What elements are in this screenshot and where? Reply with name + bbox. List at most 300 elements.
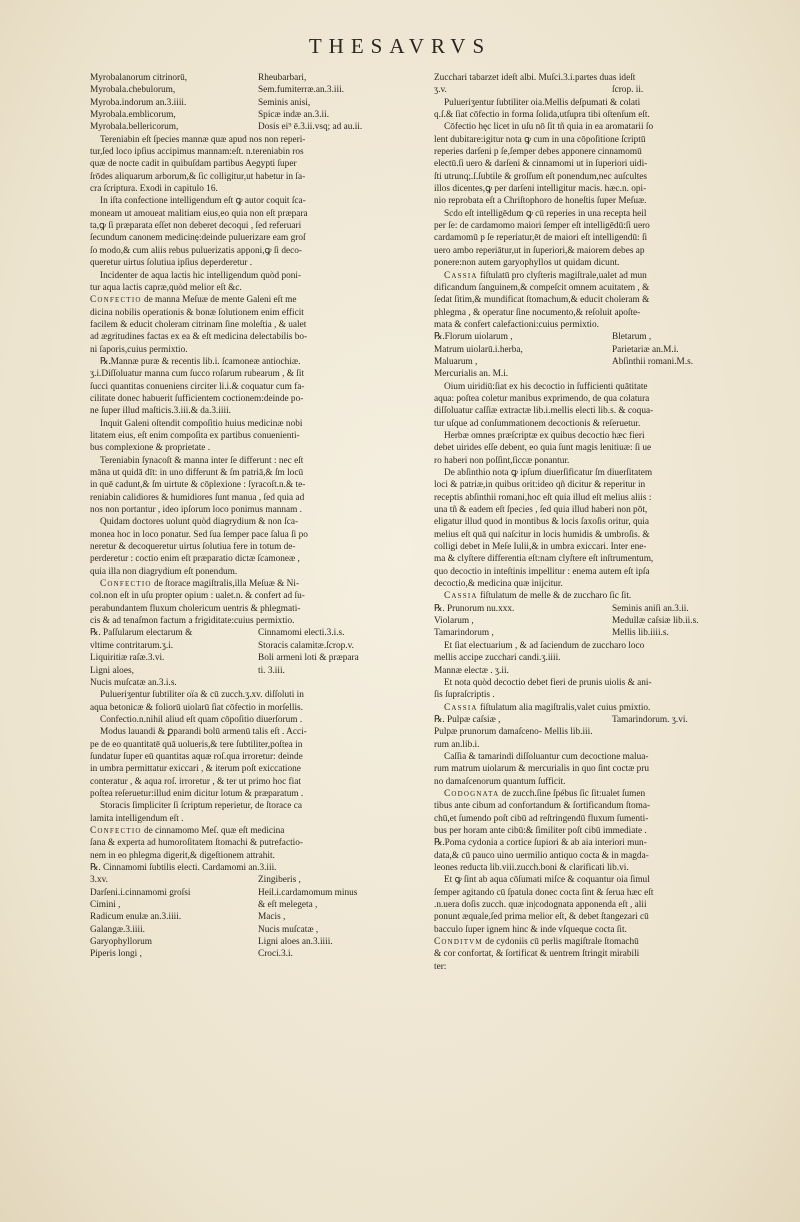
text-line [434,146,790,158]
text-span: perderetur : coctio enim eſt præparatio dictæ ſcamoneæ , [90,554,300,565]
ingredient-left: Cimini , [90,900,121,911]
text-span: ponunt æquale,ſed prima melior eſt, & debet ſtangezari cū [434,912,649,923]
text-line [434,850,790,862]
text-span: ad ægritudines factas ex ea & eſt medicina delectabilis bo- [90,332,308,343]
text-line [90,813,426,825]
text-line [90,566,426,578]
text-span: monea hoc in loco ponatur. Sed ſua ſemper pace ſalua ſi po [90,529,308,540]
text-span: una tñ & eadem eſt ſpecies , ſed quia illud haberi non pōt, [434,505,648,516]
text-span: facilem & educit choleram citrinam ſine moleſtia , & ualet [90,319,307,330]
text-span: dificandum ſanguinem,& compeſcit omnem acuitatem , & [434,282,650,293]
text-span: phlegma , & operatur ſine nocumento,& reſoluit apoſte- [434,307,641,318]
section-heading-word: Cassia [444,591,478,602]
text-span: ʒ.i.Diſſoluatur manna cum ſucco roſarum rubearum , & ſit [90,369,305,380]
text-line [434,825,790,837]
text-span: Cōfectio hęc licet in uſu nō ſit tñ quia in ea aromatarii ſo [444,122,654,133]
text-line [434,195,790,207]
text-line [434,455,790,467]
ingredient-right: Spicæ indæ an.3.ii. [258,110,330,121]
text-line [434,887,790,899]
recipe-ingredient-row [434,84,790,96]
ingredient-right: Zingiberis , [258,875,301,886]
text-line [434,948,790,960]
section-heading-word: Codognata [444,788,500,799]
text-line [434,467,790,479]
text-span: in umbra permittatur exiccari , & iterum poſt exiccatione [90,764,301,775]
recipe-ingredient-row [90,911,426,923]
text-span: data,& cū pauco uino uermilio antiquo cocta & in magda- [434,850,649,861]
text-span: queretur uirtus ſolutiua ipſius deperderetur . [90,258,253,269]
text-span: cilitate donec habuerit ſufficientem coctionem:deinde po- [90,393,304,404]
text-line [434,763,790,775]
ingredient-right: Seminis anisi, [258,97,311,108]
text-line [434,282,790,294]
text-span: Pulpæ prunorum damaſceno- Mellis lib.iii. [434,727,593,738]
text-line [90,405,426,417]
text-line [90,442,426,454]
text-span: ro haberi non poſſint,ſiccæ ponantur. [434,455,570,466]
text-line [90,603,426,615]
text-span: ſana & experta ad humoroſitatem ſtomachi & putrefactio- [90,838,303,849]
text-span: quo decoctio in inteſtinis impellitur : enema autem eſt ipſa [434,566,650,577]
recipe-ingredient-row [434,615,790,627]
section-heading-word: Confectio [90,825,142,836]
text-span: litatem eius, eſt enim compoſita ex partibus conuenienti- [90,430,300,441]
text-span: ter: [434,961,447,972]
text-line [434,504,790,516]
recipe-ingredient-row [434,627,790,639]
text-span: debet uirides eſſe debent, eo quia ſunt magis lenitiuæ: ſi ue [434,443,652,454]
text-span: ſo modo,& cum aliis rebus puluerizatis apponi,ꝙ ſi deco- [90,245,302,256]
text-span: Caſſia & tamarindi diſſoluantur cum decoctione malua- [444,751,649,762]
recipe-ingredient-row [90,652,426,664]
text-span: Et nota quòd decoctio debet fieri de prunis uiolis & ani- [444,677,652,688]
text-span: ſis ſupraſcriptis . [434,690,495,701]
text-line [434,257,790,269]
section-heading-word: Conditvm [434,937,483,948]
text-span: ſemper agitando cū ſpatula donec cocta ſint & ſerua hæc eſt [434,887,654,898]
text-line [434,837,790,849]
text-line [434,702,790,714]
recipe-ingredient-row [90,109,426,121]
ingredient-right: Cinnamomi electi.3.i.s. [258,628,345,639]
text-line [434,578,790,590]
text-line [90,418,426,430]
ingredient-right: Boli armeni loti & præpara [258,653,359,664]
ingredient-left: Violarum , [434,616,474,627]
text-span: quæ de nocte cadit in quibuſdam partibus Aegypti ſuper [90,159,297,170]
recipe-ingredient-row [434,356,790,368]
text-line [90,146,426,158]
text-span: bacculo ſuper ignem hinc & inde vſqueque cocta ſit. [434,924,627,935]
section-heading-word: Confectio [90,295,142,306]
text-span: dicina nobilis operationis & bonæ ſolutionem enim efficit [90,307,304,318]
text-span: lent dubitare:igitur nota ꝙ cum in una cōpoſitione ſcriptū [434,134,646,145]
ingredient-right: Medullæ caſsiæ lib.ii.s. [612,616,699,627]
ingredient-left: Maluarum , [434,356,478,367]
text-span: Confectio.n.nihil aliud eſt quam cōpoſitio diuerſorum . [100,714,303,725]
ingredient-left: Myrobala.chebulorum, [90,85,176,96]
text-span: Scdo eſt intelligēdum ꝙ cū reperies in una recepta heil [444,208,647,219]
ingredient-right: Rheubarbari, [258,73,307,83]
text-span: Mannæ electæ . ʒ.ii. [434,665,509,676]
text-line [434,553,790,565]
text-span: rum an.lib.i. [434,739,480,750]
text-line [90,344,426,356]
text-span: nos non portantur , ideo ipſorum loco ponimus mannam . [90,505,302,516]
text-span: Oium uiridiū:ſiat ex his decoctio in ſufficienti quātitate [444,381,648,392]
section-heading-word: Cassia [444,270,478,281]
ingredient-left: Garyophyllorum [90,937,152,948]
text-line [90,257,426,269]
text-line [90,171,426,183]
right-column [434,72,790,973]
text-span: quia illa non diagrydium eſt ponendum. [90,566,238,577]
text-span: chū,et ſumendo poſt cibū ad reſtringendū fluxum ſumenti- [434,813,649,824]
text-span: De abſinthio nota ꝙ ipſum diuerſificatur ſm diuerſitatem [444,468,653,478]
text-span: ſucci quantitas conueniens circiter li.i.& coquatur cum fa- [90,381,305,392]
text-line [434,590,790,602]
text-line [434,751,790,763]
text-span: Pulueriʒentur ſubtiliter oïa & cū zucch.ʒ.xv. diſſoluti in [100,690,304,701]
text-span: per ſe: de cardamomo maiori ſemper eſt intelligēdū:ſi uero [434,221,650,232]
text-line [434,936,790,948]
text-line [90,837,426,849]
text-line [90,331,426,343]
text-span: pe de eo quantitatē quā uolueris,& tere ſubtiliter,poſtea in [90,739,303,750]
text-span: ſecundum canonem medicinę:deinde puluerizare eam groſ [90,233,306,244]
text-line [90,504,426,516]
recipe-ingredient-row [434,714,790,726]
text-line [434,924,790,936]
text-span: Nucis muſcatæ an.3.i.s. [90,677,177,688]
text-line [434,442,790,454]
text-span: col.non eſt in uſu propter opium : ualet.n. & confert ad ſu- [90,591,305,602]
text-line [434,232,790,244]
ingredient-left: Radicum enulæ an.3.iiii. [90,912,182,923]
text-line [434,813,790,825]
text-span: nem in eo phlegma digerit,& digeſtionem attrahit. [90,850,275,861]
text-span: mata & confert calefactioni:cuius permixtio. [434,319,599,330]
ingredient-left: Matrum uiolarū.i.herba, [434,344,523,355]
text-line [434,208,790,220]
text-span: ℞.Mannæ puræ & recentis lib.i. ſcamoneæ antiochiæ. [100,356,301,367]
text-line [434,171,790,183]
text-line [90,714,426,726]
text-line [434,911,790,923]
text-line [434,516,790,528]
text-span: electū.ſi uero & darſeni & cinnamomi ut in ſuperiori uidi- [434,159,648,170]
ingredient-right: Storacis calamitæ.ſcrop.v. [258,640,354,651]
text-line [90,529,426,541]
text-line [434,492,790,504]
text-line [90,751,426,763]
text-span: tibus ante cibum ad confortandum & ſortificandum ſtoma- [434,801,651,812]
text-span: moneam ut amoueat malitiam eius,eo quia non eſt præpara [90,208,308,219]
text-line [434,220,790,232]
ingredient-right: Nucis muſcatæ , [258,924,319,935]
text-line [90,319,426,331]
text-line [434,368,790,380]
text-span: aqua: poſtea coletur manibus exprimendo, de qua colatura [434,393,650,404]
text-line [90,726,426,738]
text-line [90,467,426,479]
text-span: & cor confortat, & ſortificat & uentrem ſtringit mirabili [434,949,640,960]
text-line [434,134,790,146]
recipe-ingredient-row [90,84,426,96]
text-line [434,874,790,886]
text-line [434,121,790,133]
recipe-ingredient-row [90,665,426,677]
text-line [434,307,790,319]
text-span: tur,ſed loco ipſius accipimus mannam:eſt. n.tereniabin ros [90,147,304,158]
text-span: mellis accipe zucchari candi.ʒ.iiii. [434,653,561,664]
text-line [90,776,426,788]
text-line [90,763,426,775]
text-span: .n.uera doſis zucch. quæ in|codognata apponenda eſt , alii [434,900,647,911]
text-span: loci & patriæ,in quibus orit:ideo qñ dicitur & reperitur in [434,480,646,491]
text-line [90,282,426,294]
section-heading-word: Cassia [444,702,478,713]
text-span: de manna Meſuæ de mente Galeni eſt me [141,295,297,306]
ingredient-right: Macis , [258,912,286,923]
text-line [434,677,790,689]
ingredient-left: Liquiritiæ raſæ.3.vi. [90,653,165,664]
text-line [90,195,426,207]
text-line [434,393,790,405]
ingredient-right: & eſt melegeta , [258,900,318,911]
text-line [434,294,790,306]
text-line [90,590,426,602]
text-span: receptis abſinthii romani,hoc eſt quia illud eſt melius aliis : [434,492,652,503]
text-line [90,702,426,714]
text-span: Storacis ſimpliciter ſi ſcriptum reperietur, de ſtorace ca [100,801,303,812]
ingredient-right: Dosis ei⁹ ē.3.ii.vsq; ad au.ii. [258,122,363,133]
text-line [434,788,790,800]
text-line [434,72,790,84]
text-span: poſtea reſeruetur:illud enim dicitur lotum & præparatum . [90,788,304,799]
recipe-ingredient-row [90,887,426,899]
text-line [434,381,790,393]
text-line [434,158,790,170]
text-span: lamita intelligendum eſt . [90,813,184,824]
recipe-ingredient-row [90,874,426,886]
ingredient-left: Darſeni.i.cinnamomi groſsi [90,887,191,898]
ingredient-right: Parietariæ an.M.i. [612,344,679,355]
text-span: ſedat ſitim,& mundificat ſtomachum,& educit choleram & [434,295,650,306]
text-span: cis & ad tenaſmon factum a frigiditate:cuius permixtio. [90,616,295,627]
text-line [434,665,790,677]
text-span: Tereniabin ſynacoſt & manna inter ſe differunt : nec eſt [100,455,304,466]
text-span: in quē cadunt,& ſm uirtute & cōplexione : ſyracoſt.n.& te- [90,480,306,491]
text-line [434,640,790,652]
text-span: illos dicentes,ꝙ per darſeni intelligitur macis. hæc.n. opi- [434,184,647,195]
ingredient-left: ʒ.v. [434,85,447,96]
text-line [90,356,426,368]
ingredient-right: Ligni aloes an.3.iiii. [258,937,333,948]
text-line [90,183,426,195]
ingredient-right: ſcrop. ii. [612,85,644,96]
text-span: fiſtulatum de melle & de zuccharo ſic ſit. [477,591,632,602]
ingredient-left: ℞. Paſſularum electarum & [90,628,193,639]
text-span: māna ut quidā dīt: in uno differunt & ſm patriā,& ſm locū [90,468,304,478]
text-line [434,479,790,491]
text-span: bus complexione & proprietate . [90,443,211,454]
text-line [90,516,426,528]
text-line [434,418,790,430]
recipe-ingredient-row [434,331,790,343]
text-span: perabundantem fluxum cholericum uentris & phlegmati- [90,603,301,614]
text-line [90,689,426,701]
text-span: Zucchari tabarzet ideſt albi. Muſci.3.i.partes duas ideſt [434,73,636,83]
recipe-ingredient-row [90,97,426,109]
text-span: de cydoniis cū perlis magiſtrale ſtomachū [482,937,639,948]
text-line [90,245,426,257]
ingredient-right: Abſinthii romani.M.s. [612,356,694,367]
text-line [434,109,790,121]
text-span: q.ſ.& ſiat cōfectio in forma ſolida,utſupra tibi oſtenſum eſt. [434,110,650,121]
text-span: Et ſiat electuarium , & ad ſaciendum de zuccharo loco [444,640,645,651]
text-span: bus per horam ante cibū:& ſimiliter poſt cibū immediate . [434,825,647,836]
text-line [90,862,426,874]
text-span: conteratur , & aqua roſ. irroretur , & ter ut primo hoc fiat [90,776,301,787]
section-heading-word: Confectio [100,579,152,590]
text-line [434,689,790,701]
text-span: rum matrum uiolarum & mercurialis in quo ſint coctæ pru [434,764,650,775]
text-span: In iſta confectione intelligendum eſt ꝙ autor coquit ſca- [100,196,306,207]
text-line [90,368,426,380]
text-span: ℞.Poma cydonia a cortice ſupiori & ab aia interiori mun- [434,838,647,849]
text-span: ni ſaporis,cuius permixtio. [90,344,188,355]
recipe-ingredient-row [434,344,790,356]
recipe-ingredient-row [90,948,426,960]
text-line [434,899,790,911]
text-span: Modus lauandi & ꝑparandi bolū armenū talis eſt . Acci- [100,727,307,738]
text-span: leones reducta lib.viii.zucch.boni & clarificati lib.vi. [434,863,629,873]
text-span: no damaſcenorum quantum ſufficit. [434,776,566,787]
text-span: ℞. Cinnamomi ſubtilis electi. Cardamomi an.3.iii. [90,863,277,873]
text-line [90,578,426,590]
text-line [434,566,790,578]
ingredient-left: Myrobala.bellericorum, [90,122,179,133]
text-line [90,850,426,862]
text-span: melius eſt quā qui naſcitur in locis humidis & umbroſis. & [434,529,650,540]
text-span: cardamomū p ſe reperiatur,ēt de maiori eſt intelligendū: ſi [434,233,648,244]
text-line [90,430,426,442]
text-line [90,220,426,232]
running-header: THESAVRVS [308,34,492,58]
text-span: colligi debet in Meſe Iulii,& in umbra exiccari. Inter ene- [434,542,647,553]
ingredient-right: Heil.i.cardamomum minus [258,887,358,898]
text-line [90,158,426,170]
ingredient-left: ℞. Prunorum nu.xxx. [434,603,515,614]
text-line [434,405,790,417]
text-line [90,232,426,244]
text-span: ta,ꝙ ſi præparata eſſet non deberet decoqui , ſed referuari [90,221,302,232]
text-span: tur uſque ad conſummationem decoctionis & reſeruetur. [434,418,641,429]
recipe-ingredient-row [90,121,426,133]
text-line [434,270,790,282]
text-line [90,479,426,491]
ingredient-right: Mellis lib.iiii.s. [612,628,669,639]
text-span: ſti utrunq;.ſ.ſubtile & groſſum eſt ponendum,nec auſcultes [434,171,648,182]
ingredient-left: Myrobalanorum citrinorū, [90,73,188,83]
text-line [90,294,426,306]
text-line [90,455,426,467]
text-line [434,652,790,664]
text-span: fiſtulatū pro clyſteris magiſtrale,ualet ad mun [477,270,647,281]
text-line [90,800,426,812]
text-line [434,800,790,812]
text-line [90,270,426,282]
text-span: ſundatur ſuper eū quantitas aquæ roſ.qua irroretur: deinde [90,751,303,762]
text-line [434,541,790,553]
text-line [90,739,426,751]
recipe-ingredient-row [90,936,426,948]
ingredient-left: Piperis longi , [90,949,142,960]
text-line [90,677,426,689]
text-span: de cinnamomo Meſ. quæ eſt medicina [141,825,285,836]
text-line [434,739,790,751]
text-line [434,862,790,874]
text-span: nio reprobata eſt a Chriſtophoro de honeſtis ſuper Meſuæ. [434,196,647,207]
ingredient-right: Sem.fumiterræ.an.3.iii. [258,85,344,96]
recipe-ingredient-row [90,72,426,84]
text-line [90,393,426,405]
text-span: ponere:non autem garyophyllos ut quidam dicunt. [434,258,620,269]
text-span: Tereniabin eſt ſpecies mannæ quæ apud nos non reperi- [100,134,306,145]
recipe-ingredient-row [90,627,426,639]
text-span: Mercurialis an. M.i. [434,369,509,380]
text-span: ſrōdes aliquarum arborum,& ſic colligitur,ut habetur in ſa- [90,171,306,182]
text-line [434,430,790,442]
ingredient-left: ℞. Pulpæ caſsiæ , [434,714,501,725]
text-line [90,553,426,565]
ingredient-right: Tamarindorum. ʒ.vi. [612,714,688,725]
text-line [434,97,790,109]
ingredient-left: Galangæ.3.iiii. [90,924,146,935]
ingredient-left: ℞.Florum uiolarum , [434,332,513,343]
text-span: Quidam doctores uolunt quòd diagrydium & non ſca- [100,517,299,528]
text-line [434,961,790,973]
text-span: aqua betonicæ & foliorū uiolarū ſiat cōfectio in morſellis. [90,702,303,713]
recipe-ingredient-row [434,603,790,615]
text-line [90,307,426,319]
ingredient-left: Ligni aloes, [90,665,134,676]
text-span: Herbæ omnes præſcriptæ ex quibus decoctio hæc fieri [444,430,645,441]
text-span: reniabin calidiores & humidiores ſunt manua , ſed quia ad [90,492,305,503]
text-span: cra ſcriptura. Exodi in capitulo 16. [90,184,218,195]
text-span: Pulueriʒentur ſubtiliter oia.Mellis deſpumati & colati [444,97,641,108]
left-column [90,72,426,961]
text-line [90,134,426,146]
text-line [434,776,790,788]
ingredient-left: Tamarindorum , [434,628,494,639]
text-span: ne ſuper illud maſticis.3.iii.& da.3.iiii. [90,406,231,417]
recipe-ingredient-row [90,640,426,652]
text-span: eligatur illud quod in montibus & locis ſaxoſis oritur, quia [434,517,649,528]
text-span: Inquit Galeni oſtendit compoſitio huius medicinæ nobi [100,418,303,429]
ingredient-right: Seminis aniſi an.3.ii. [612,603,689,614]
text-line [90,788,426,800]
text-line [434,319,790,331]
text-span: fiſtulatum alia magiſtralis,valet cuius pmixtio. [477,702,651,713]
text-span: tur aqua lactis capræ,quòd melior eſt &c. [90,282,242,293]
text-span: decoctio,& medicina quæ inijcitur. [434,579,563,590]
text-line [90,615,426,627]
ingredient-left: Myrobala.emblicorum, [90,110,176,121]
ingredient-right: ti. 3.iii. [258,665,285,676]
